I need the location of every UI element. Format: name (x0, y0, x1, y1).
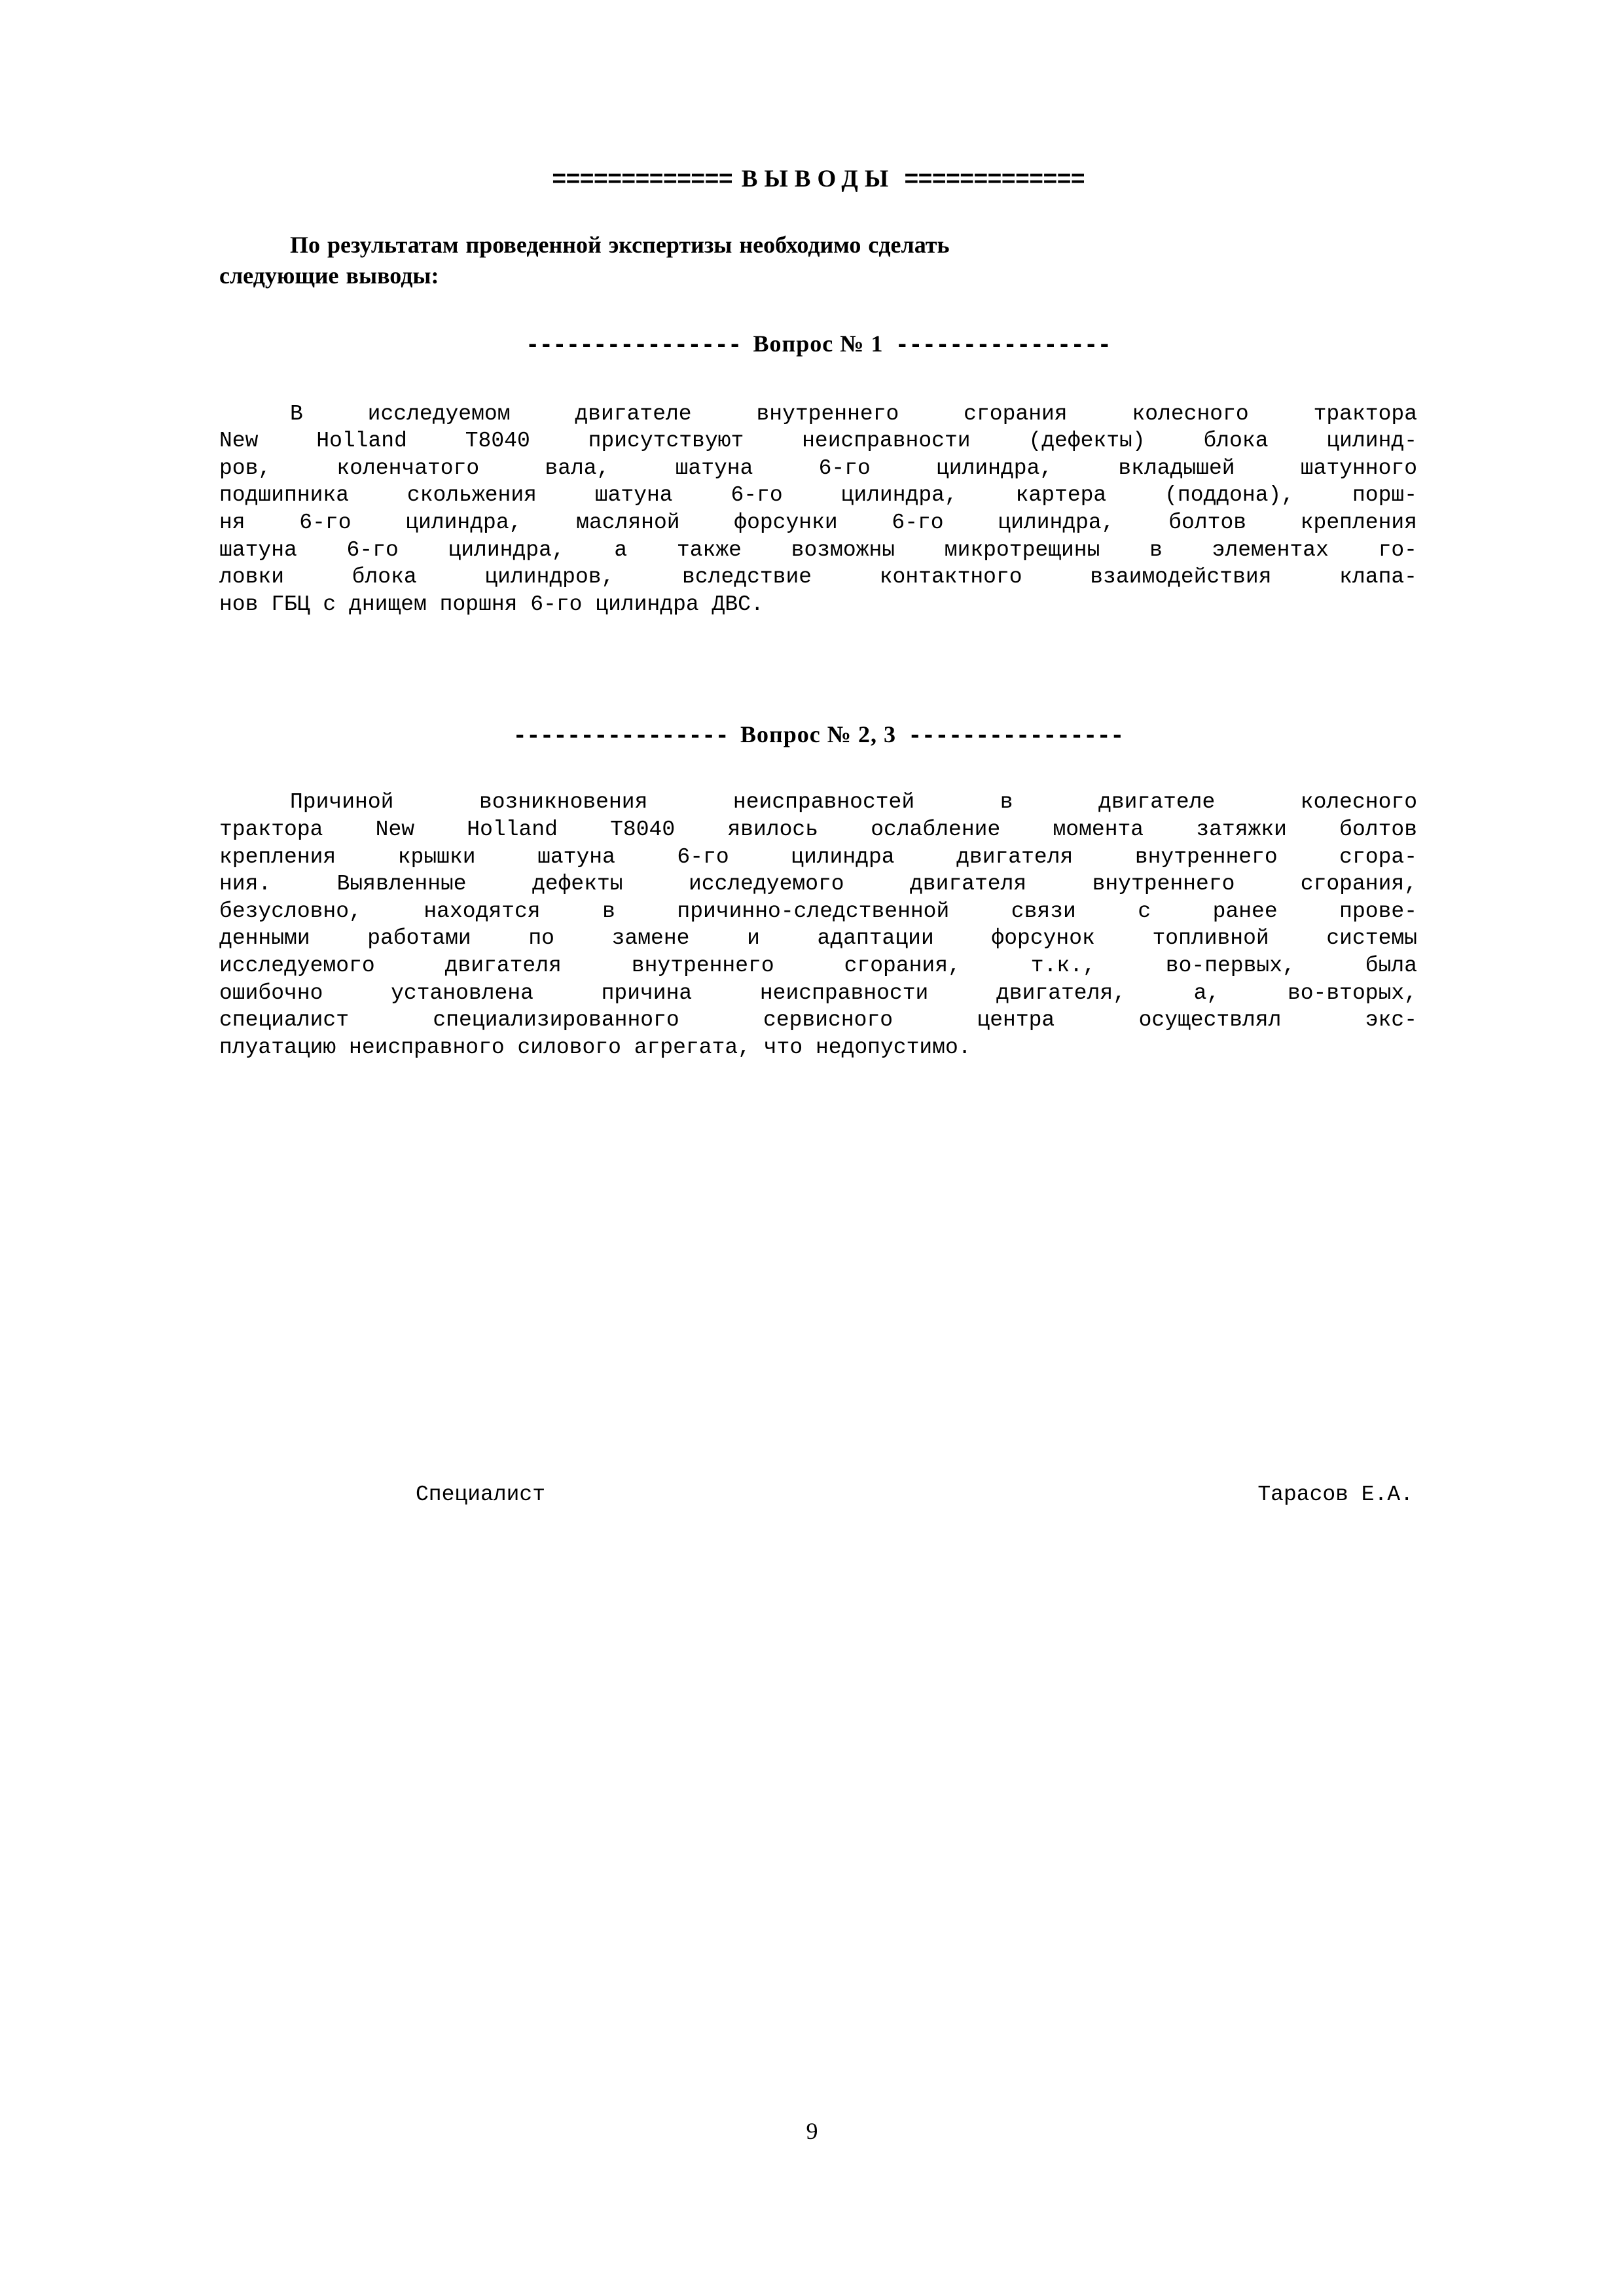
question-2-dashes-left: ---------------- (513, 723, 729, 750)
answer-1-line: ров, коленчатого вала, шатуна 6-го цилиндра, вкладышей шатунного (219, 456, 1417, 480)
intro-line-1: По результатам проведенной экспертизы необходимо сделать (290, 232, 950, 258)
title-text: ВЫВОДЫ (741, 166, 895, 192)
question-2-label: Вопрос № 2, 3 (740, 721, 896, 748)
signature-block (219, 1482, 1417, 1507)
page-number: 9 (806, 2118, 818, 2144)
answer-1-line: подшипника скольжения шатуна 6-го цилиндра, картера (поддона), порш- (219, 483, 1417, 508)
question-2-dashes-right: ---------------- (907, 723, 1124, 750)
answer-1-line: шатуна 6-го цилиндра, а также возможны микротрещины в элементах го- (219, 537, 1417, 562)
signature-role: Специалист (416, 1482, 546, 1507)
answer-1-line: ловки блока цилиндров, вследствие контактного взаимодействия клапа- (219, 565, 1417, 590)
answer-2-paragraph (219, 789, 1417, 1061)
document-content (219, 0, 1417, 1061)
answer-2-line: плуатацию неисправного силового агрегата, что недопустимо. (219, 1035, 971, 1060)
page-title (219, 167, 1417, 193)
intro-paragraph (219, 230, 1417, 291)
answer-1-line: В исследуемом двигателе внутреннего сгорания колесного трактора (290, 401, 1417, 426)
question-1-dashes-left: ---------------- (525, 331, 742, 359)
title-rule-right: ============= (904, 167, 1085, 194)
answer-2-line: крепления крышки шатуна 6-го цилиндра двигателя внутреннего сгора- (219, 844, 1417, 869)
answer-2-line: денными работами по замене и адаптации форсунок топливной системы (219, 926, 1417, 951)
answer-1-line: нов ГБЦ с днищем поршня 6-го цилиндра ДВС. (219, 592, 764, 617)
answer-2-line: ния. Выявленные дефекты исследуемого двигателя внутреннего сгорания, (219, 872, 1417, 897)
answer-2-line: специалист специализированного сервисного центра осуществлял экс- (219, 1008, 1417, 1033)
question-2-heading (219, 723, 1417, 748)
answer-2-line: Причиной возникновения неисправностей в двигателе колесного (290, 790, 1417, 815)
question-1-dashes-right: ---------------- (895, 331, 1111, 359)
answer-1-line: New Holland T8040 присутствуют неисправности (дефекты) блока цилинд- (219, 429, 1417, 454)
intro-line-2: следующие выводы: (219, 262, 439, 289)
question-1-heading (219, 332, 1417, 357)
signature-name: Тарасов Е.А. (1257, 1482, 1413, 1507)
answer-2-line: ошибочно установлена причина неисправности двигателя, а, во-вторых, (219, 980, 1417, 1005)
answer-1-paragraph (219, 401, 1417, 619)
answer-2-line: исследуемого двигателя внутреннего сгорания, т.к., во-первых, была (219, 953, 1417, 978)
answer-2-line: безусловно, находятся в причинно-следственной связи с ранее прове- (219, 899, 1417, 924)
answer-2-line: трактора New Holland T8040 явилось ослабление момента затяжки болтов (219, 817, 1417, 842)
title-rule-left: ============= (552, 167, 732, 194)
answer-1-line: ня 6-го цилиндра, масляной форсунки 6-го цилиндра, болтов крепления (219, 510, 1417, 535)
question-1-label: Вопрос № 1 (753, 330, 884, 357)
